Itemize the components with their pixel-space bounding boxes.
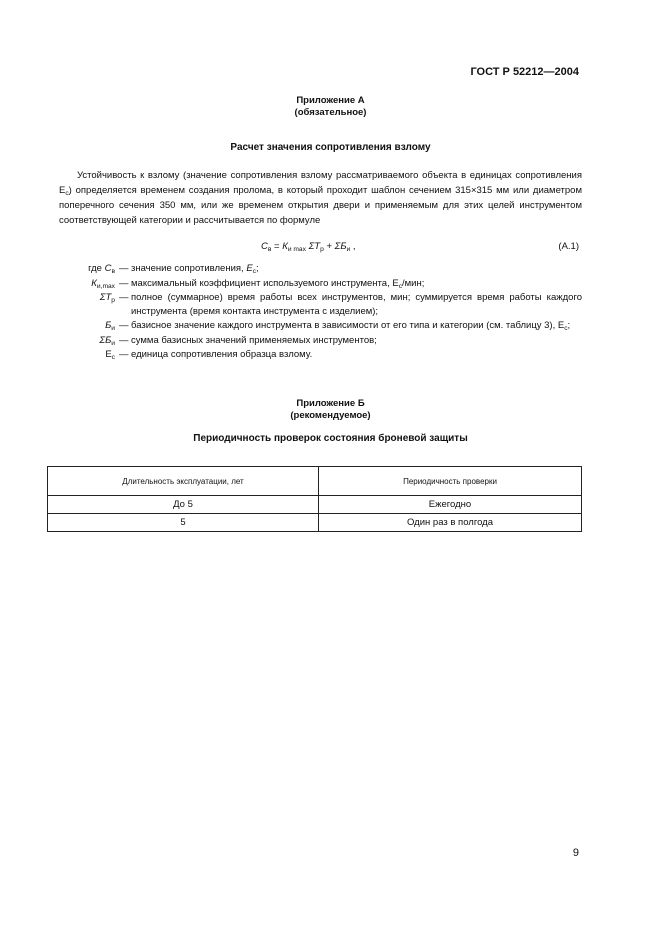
- definition-item: $\Sigma Т_р$ — полное (суммарное) время работы всех инструментов, мин; суммируется время работы каждого инструмента (время контакта инструмента с изделием);: [99, 292, 582, 317]
- paragraph-part1: Устойчивость к взлому (значение сопротивления взлому рассматриваемого объекта в единицах сопротивления Е: [59, 170, 582, 196]
- appendix-a-status: (обязательное): [294, 107, 367, 118]
- definitions-list: [59, 262, 582, 363]
- formula-expression: $С_в = К_{и max}$ $\Sigma Т_р + \Sigma Б_и$ ,: [261, 241, 356, 253]
- paragraph-sub1: с: [65, 190, 69, 197]
- table-row: [48, 514, 582, 532]
- definition-item: где $С_в$ — значение сопротивления, $Е_с$;: [88, 263, 259, 275]
- appendix-b-status: (рекомендуемое): [290, 410, 371, 421]
- definition-item: $Б_и$ — базисное значение каждого инструмента в зависимости от его типа и категории (см. таблицу 3), $Е_с$;: [105, 320, 571, 332]
- table-cell: Ежегодно: [319, 496, 582, 514]
- appendix-b-title: Приложение Б: [296, 398, 365, 409]
- table-cell: До 5: [48, 496, 319, 514]
- definition-item: $\Sigma Б_и$ — сумма базисных значений применяемых инструментов;: [99, 334, 377, 347]
- table-cell: 5: [48, 514, 319, 532]
- page-number: 9: [572, 847, 579, 859]
- table-cell: Один раз в полгода: [319, 514, 582, 532]
- table-header-cell: Периодичность проверки: [319, 467, 582, 496]
- appendix-a-title: Приложение А: [296, 95, 365, 106]
- appendix-a-heading: Расчет значения сопротивления взлому: [230, 142, 431, 153]
- formula-number: (А.1): [558, 241, 579, 252]
- appendix-a-paragraph: [59, 168, 582, 228]
- table-row: [48, 496, 582, 514]
- paragraph-part2: ) определяется временем создания пролома, в который проходит шаблон сечением 315×315 мм или диаметром поперечного сечения 350 мм, или же временем открытия двери и применяемым для этих целей инструментом соответствующей категории и рассчитывается по формуле: [59, 185, 582, 226]
- inspection-periodicity-table: [47, 466, 582, 532]
- definition-item: $Е_с$ — единица сопротивления образца взлому.: [105, 349, 313, 361]
- document-standard-number: ГОСТ Р 52212—2004: [470, 66, 579, 78]
- appendix-b-heading: Периодичность проверок состояния броневой защиты: [193, 433, 468, 444]
- table-header-cell: Длительность эксплуатации, лет: [48, 467, 319, 496]
- table-header-row: [48, 467, 582, 496]
- definition-item: $К_{и,max}$ — максимальный коэффициент используемого инструмента, $Е_с$/мин;: [91, 277, 425, 290]
